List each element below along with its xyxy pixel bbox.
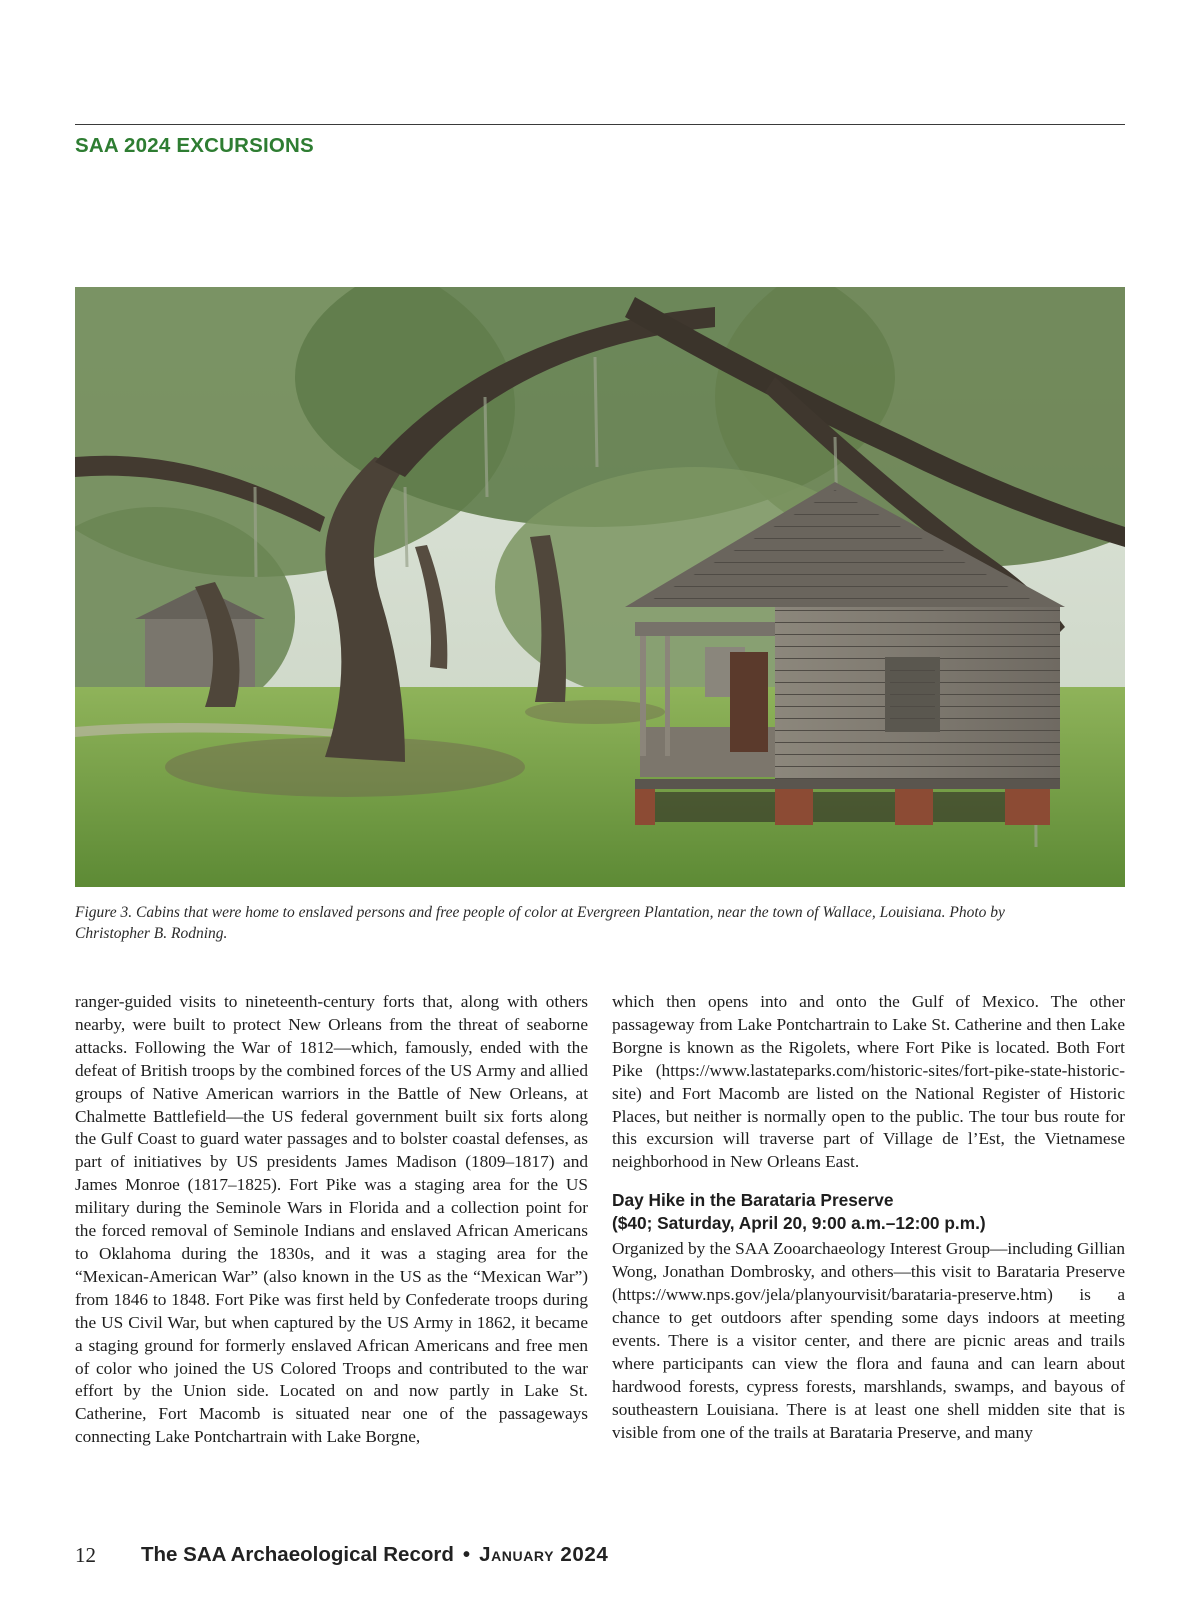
journal-title: The SAA Archaeological Record [141, 1543, 454, 1566]
body-column-right [612, 991, 1125, 1444]
figure-caption [75, 902, 1125, 944]
footer-separator: • [462, 1543, 471, 1566]
plantation-cabin-photo [75, 287, 1125, 887]
caption-line-1: Figure 3. Cabins that were home to enslaved persons and free people of color at Evergreen Plantation, near the town of Wallace, Louisiana. Photo by [75, 904, 1005, 921]
page-footer [75, 1543, 1125, 1573]
journal-issue: January 2024 [479, 1543, 609, 1566]
caption-line-2: Christopher B. Rodning. [75, 925, 228, 942]
subheading-title: Day Hike in the Barataria Preserve [612, 1190, 894, 1211]
figure-photo [75, 287, 1125, 887]
page-number: 12 [75, 1543, 96, 1567]
excursion-subheading [612, 1189, 1125, 1234]
body-paragraph: Organized by the SAA Zooarchaeology Interest Group—including Gillian Wong, Jonathan Dombrosky, and others—this visit to Barataria Preserve (https://www.nps.gov/jela/planyourvisit/barataria-preserve.htm) is a chance to get outdoors after spending some days indoors at meeting events. There is a visitor center, and there are picnic areas and trails where participants can view the flora and fauna and can learn about hardwood forests, cypress forests, marshlands, swamps, and bayous of southeastern Louisiana. There is at least one shell midden site that is visible from one of the trails at Barataria Preserve, and many [612, 1239, 1125, 1442]
body-paragraph: ranger-guided visits to nineteenth-century forts that, along with others nearby, were built to protect New Orleans from the threat of seaborne attacks. Following the War of 1812—which, famously, ended with the defeat of British troops by the combined forces of the US Army and allied groups of Native American warriors in the Battle of New Orleans, at Chalmette Battlefield—the US federal government built six forts along the Gulf Coast to guard water passages and to bolster coastal defenses, as part of initiatives by US presidents James Madison (1809–1817) and James Monroe (1817–1825). Fort Pike was a staging area for the US military during the Seminole Wars in Florida and a collection point for the forced removal of Seminole Indians and enslaved African Americans to Oklahoma during the 1830s, and it was a staging area for the “Mexican-American War” (also known in the US as the “Mexican War”) from 1846 to 1848. Fort Pike was first held by Confederate troops during the US Civil War, but when captured by the US Army in 1862, it became a staging ground for formerly enslaved African Americans and free men of color who joined the US Colored Troops and contributed to the war effort by the Union side. Located on and now partly in Lake St. Catherine, Fort Macomb is situated near one of the passageways connecting Lake Pontchartrain with Lake Borgne, [75, 992, 588, 1447]
header-rule [75, 124, 1125, 125]
section-label: SAA 2024 EXCURSIONS [75, 134, 314, 157]
body-paragraph: which then opens into and onto the Gulf of Mexico. The other passageway from Lake Pontchartrain to Lake St. Catherine and then Lake Borgne is known as the Rigolets, where Fort Pike is located. Both Fort Pike (https://www.lastateparks.com/historic-sites/fort-pike-state-historic-site) and Fort Macomb are listed on the National Register of Historic Places, but neither is normally open to the public. The tour bus route for this excursion will traverse part of Village de l’Est, the Vietnamese neighborhood in New Orleans East. [612, 992, 1125, 1172]
body-column-left [75, 991, 588, 1449]
subheading-details: ($40; Saturday, April 20, 9:00 a.m.–12:00 p.m.) [612, 1212, 986, 1233]
journal-footer [141, 1543, 608, 1567]
